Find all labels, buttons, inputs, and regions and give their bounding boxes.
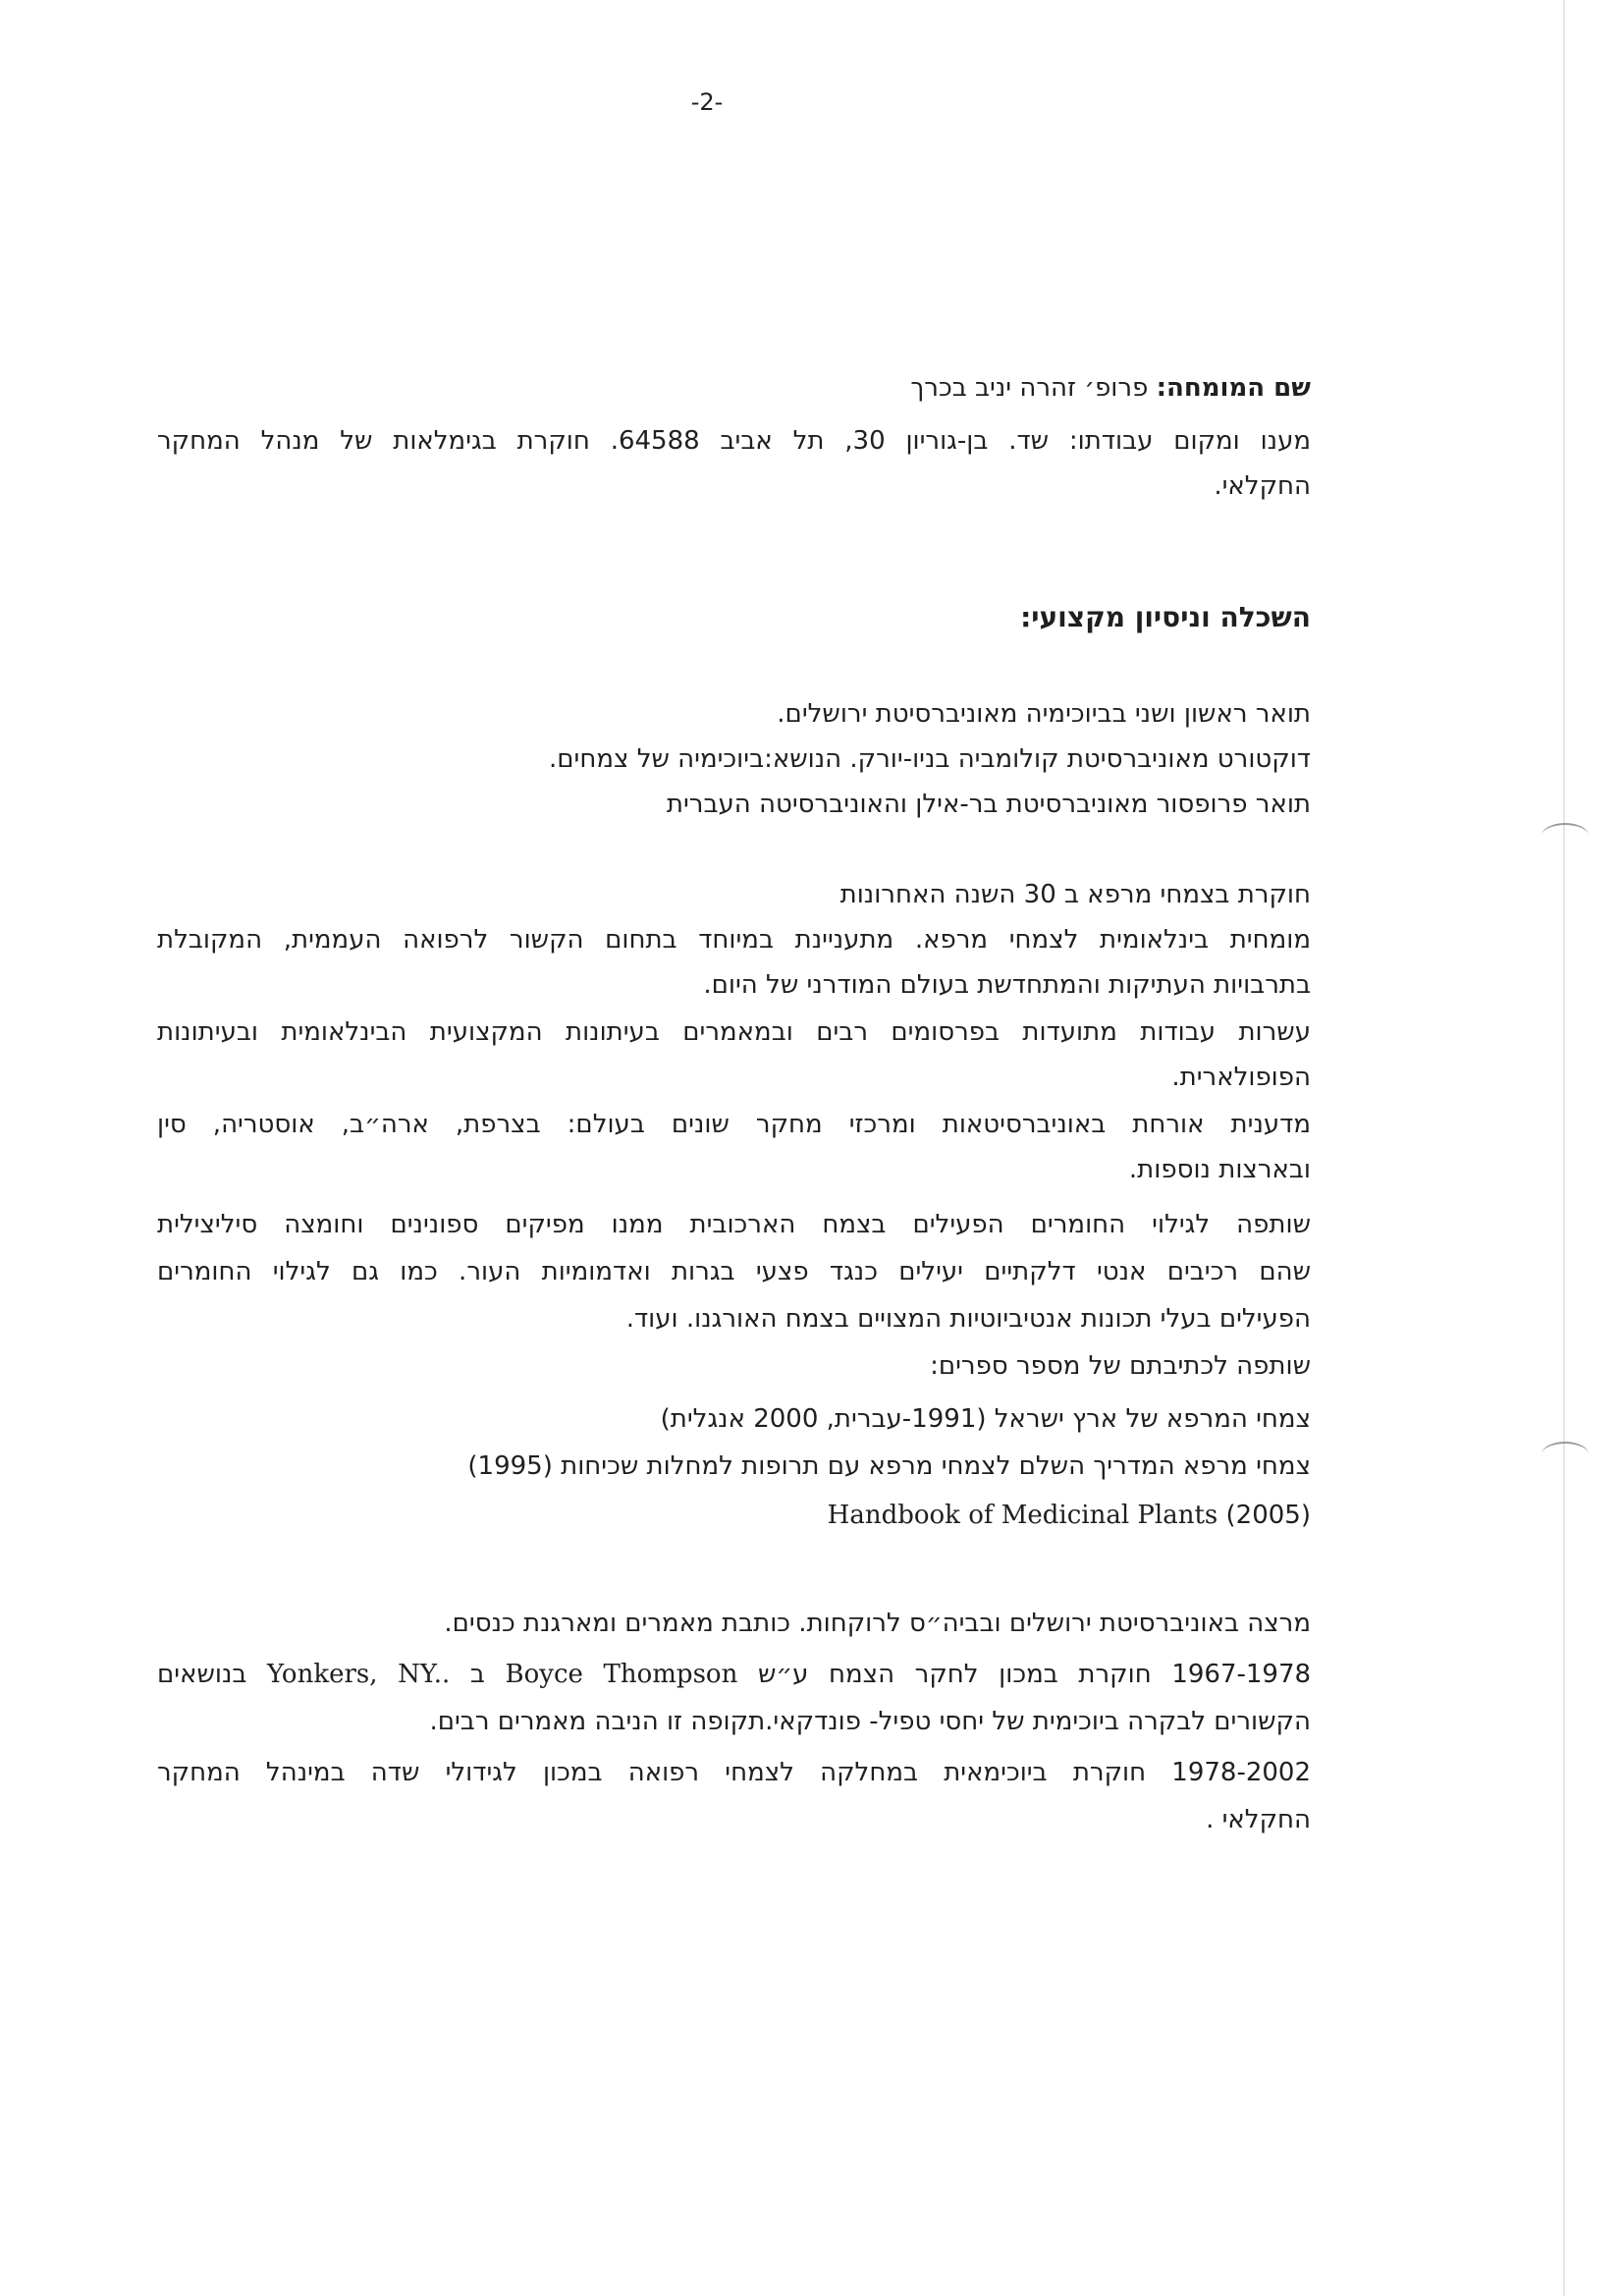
- experience-line: בתרבויות העתיקות והמתחדשת בעולם המודרני של היום.: [703, 970, 1311, 1000]
- experience-line: מומחית בינלאומית לצמחי מרפא. מתעניינת במיוחד בתחום הקשור לרפואה העממית, המקובלת: [157, 925, 1311, 955]
- punch-hole-mark: [1542, 823, 1589, 848]
- boyce-location: Yonkers, NY..: [267, 1660, 451, 1689]
- book-english-title: Handbook of Medicinal Plants: [827, 1501, 1218, 1530]
- experience-line: שהם רכיבים אנטי דלקתיים יעילים כנגד פצעי בגרות ואדמומיות העור. כמו גם לגילוי החומרים: [157, 1257, 1311, 1286]
- boyce-preposition: ב: [469, 1660, 485, 1689]
- education-heading: השכלה וניסיון מקצועי:: [1020, 601, 1311, 633]
- experience-line: שותפה לכתיבתם של מספר ספרים:: [930, 1351, 1311, 1381]
- degree-line: דוקטורט מאוניברסיטת קולומביה בניו-יורק. הנושא:ביוכימיה של צמחים.: [549, 744, 1311, 774]
- career-line: מרצה באוניברסיטת ירושלים ובביה״ס לרוקחות. כותבת מאמרים ומארגנת כנסים.: [444, 1609, 1311, 1638]
- expert-name-line: [910, 371, 1311, 405]
- expert-label: שם המומחה:: [1156, 373, 1311, 403]
- expert-name: פרופ׳ זהרה יניב בכרך: [910, 373, 1149, 403]
- degree-line: תואר פרופסור מאוניברסיטת בר-אילן והאוניברסיטה העברית: [666, 790, 1311, 819]
- experience-line: הפעילים בעלי תכונות אנטיביוטיות המצויים בצמח האורגנו. ועוד.: [625, 1304, 1311, 1334]
- book-line: צמחי המרפא של ארץ ישראל (1991-עברית, 2000 אנגלית): [660, 1404, 1311, 1434]
- experience-line: הפופולארית.: [1171, 1063, 1311, 1092]
- experience-line: שותפה לגילוי החומרים הפעילים בצמח הארכובית ממנו מפיקים ספונינים וחומצה סיליצילית: [157, 1210, 1311, 1239]
- margin-line: [1563, 0, 1565, 2296]
- experience-line: עשרות עבודות מתועדות בפרסומים רבים ובמאמרים בעיתונות המקצועית הבינלאומית ובעיתונות: [157, 1017, 1311, 1047]
- experience-line: חוקרת בצמחי מרפא ב 30 השנה האחרונות: [839, 880, 1311, 909]
- book-english-year: (2005): [1225, 1501, 1311, 1530]
- career-line: הקשורים לבקרה ביוכימית של יחסי טפיל- פונדקאי.תקופה זו הניבה מאמרים רבים.: [429, 1707, 1311, 1736]
- expert-address-line-1: מענו ומקום עבודתו: שד. בן-גוריון 30, תל אביב 64588. חוקרת בגימלאות של מנהל המחקר: [157, 426, 1312, 456]
- experience-line: ובארצות נוספות.: [1128, 1155, 1311, 1184]
- boyce-years: 1967-1978: [1171, 1660, 1312, 1689]
- experience-line: מדענית אורחת באוניברסיטאות ומרכזי מחקר שונים בעולם: בצרפת, ארה״ב, אוסטריה, סין: [157, 1110, 1311, 1139]
- expert-address-line-2: החקלאי.: [1214, 471, 1311, 501]
- career-line: 1978-2002 חוקרת ביוכימאית במחלקה לצמחי רפואה במכון לגידולי שדה במינהל המחקר: [157, 1758, 1311, 1787]
- boyce-topics: בנושאים: [157, 1660, 247, 1689]
- page-number: -2-: [690, 88, 724, 116]
- book-line: צמחי מרפא המדריך השלם לצמחי מרפא עם תרופות למחלות שכיחות (1995): [467, 1451, 1311, 1481]
- boyce-institute: Boyce Thompson: [505, 1660, 738, 1689]
- boyce-hebrew: חוקרת במכון לחקר הצמח ע״ש: [757, 1660, 1152, 1689]
- degree-line: תואר ראשון ושני בביוכימיה מאוניברסיטת ירושלים.: [777, 699, 1311, 729]
- career-line: החקלאי .: [1206, 1805, 1311, 1834]
- book-line-english: [828, 1499, 1311, 1532]
- punch-hole-mark: [1542, 1442, 1589, 1467]
- career-line-boyce: [157, 1658, 1311, 1691]
